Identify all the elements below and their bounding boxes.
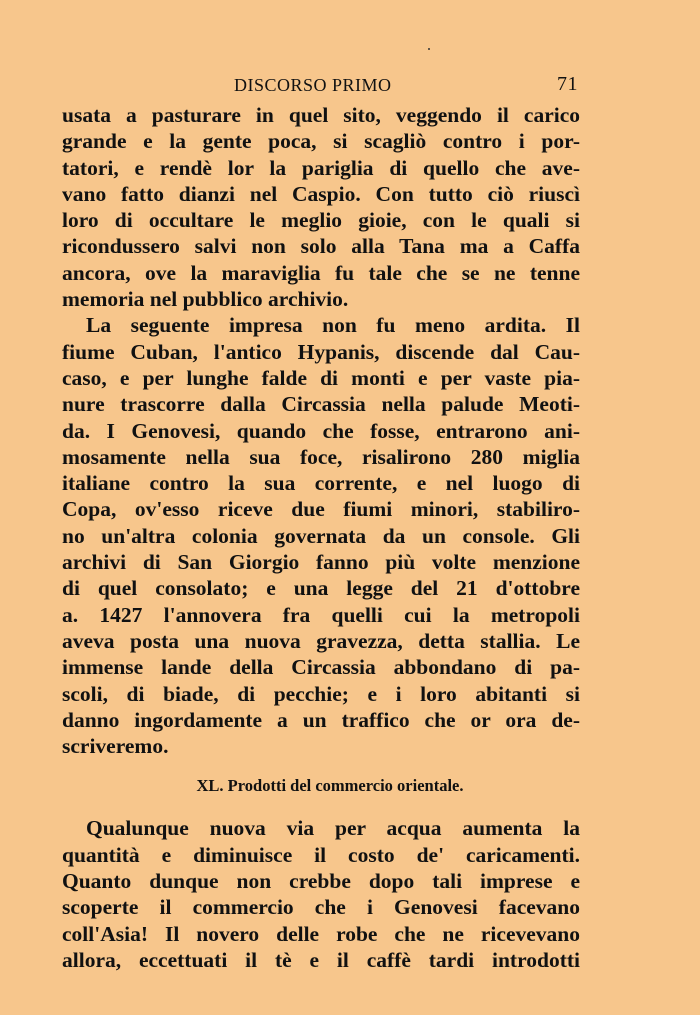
book-page	[62, 72, 580, 973]
text-line: da. I Genovesi, quando che fosse, entrarono ani-	[62, 418, 580, 443]
section-heading: XL. Prodotti del commercio orientale.	[196, 776, 464, 796]
text-line: quantità e diminuisce il costo de' caricamenti.	[62, 842, 580, 867]
text-line: coll'Asia! Il novero delle robe che ne ricevevano	[62, 921, 580, 946]
text-line: a. 1427 l'annovera fra quelli cui la metropoli	[62, 602, 580, 627]
text-line: italiane contro la sua corrente, e nel luogo di	[62, 471, 580, 496]
paragraph-cuban	[62, 312, 580, 759]
paragraph-commerce	[62, 815, 580, 973]
text-line: ancora, ove la maraviglia fu tale che se ne tenne	[62, 260, 580, 285]
text-line: vano fatto dianzi nel Caspio. Con tutto ciò riuscì	[62, 181, 580, 206]
text-line: Copa, ov'esso riceve due fiumi minori, stabiliro-	[62, 497, 580, 522]
text-line: di quel consolato; e una legge del 21 d'ottobre	[62, 576, 580, 601]
text-line: no un'altra colonia governata da un console. Gli	[62, 523, 580, 548]
text-line: allora, eccettuati il tè e il caffè tardi introdotti	[62, 947, 580, 972]
text-line: immense lande della Circassia abbondano di pa-	[62, 655, 580, 680]
running-head	[62, 72, 580, 102]
text-line: tatori, e rendè lor la pariglia di quello che ave-	[62, 155, 580, 180]
text-line: mosamente nella sua foce, risalirono 280 miglia	[62, 444, 580, 469]
text-line: scoli, di biade, di pecchie; e i loro abitanti si	[62, 681, 580, 706]
text-line: aveva posta una nuova gravezza, detta stallia. Le	[62, 628, 580, 653]
text-line: ricondussero salvi non solo alla Tana ma a Caffa	[62, 234, 580, 259]
running-head-title: DISCORSO PRIMO	[234, 75, 392, 95]
text-line: La seguente impresa non fu meno ardita. Il	[86, 313, 580, 338]
text-line: usata a pasturare in quel sito, veggendo il carico	[62, 103, 580, 127]
text-line: caso, e per lunghe falde di monti e per vaste pia-	[62, 365, 580, 390]
text-line: memoria nel pubblico archivio.	[62, 287, 349, 312]
text-line: scoperte il commercio che i Genovesi facevano	[62, 895, 580, 920]
text-line: Quanto dunque non crebbe dopo tali imprese e	[62, 869, 580, 894]
text-line: Qualunque nuova via per acqua aumenta la	[86, 816, 580, 841]
paper-speck	[428, 48, 430, 50]
text-line: archivi di San Giorgio fanno più volte menzione	[62, 550, 580, 575]
text-line: scriveremo.	[62, 734, 169, 759]
text-line: fiume Cuban, l'antico Hypanis, discende dal Cau-	[62, 339, 580, 364]
text-line: nure trascorre dalla Circassia nella palude Meoti-	[62, 392, 580, 417]
text-line: danno ingordamente a un traffico che or ora de-	[62, 707, 580, 732]
paragraph-continued	[62, 102, 580, 312]
page-number: 71	[557, 73, 578, 95]
text-line: grande e la gente poca, si scagliò contro i por-	[62, 129, 580, 154]
text-line: loro di occultare le meglio gioie, con le quali si	[62, 208, 580, 233]
